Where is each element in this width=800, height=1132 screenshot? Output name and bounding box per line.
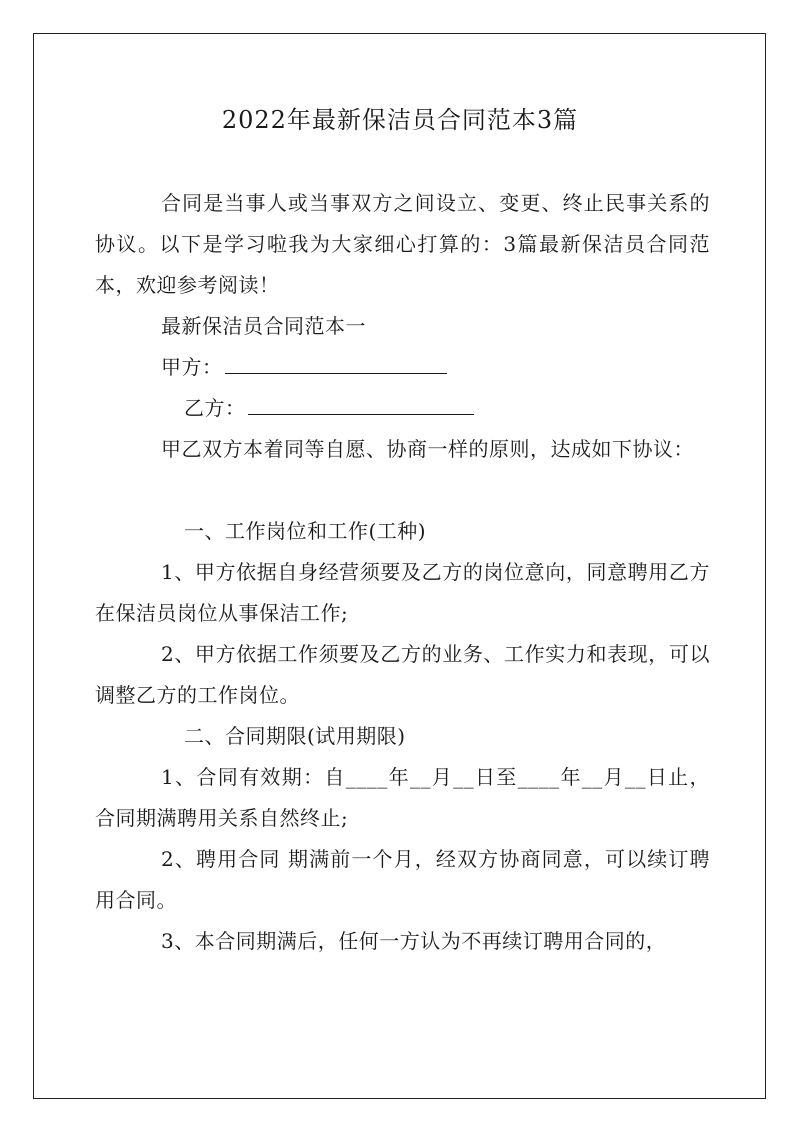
- party-b-blank: [248, 396, 474, 415]
- party-b-label: 乙方：: [184, 396, 246, 420]
- party-a-label: 甲方：: [161, 355, 223, 379]
- party-a-blank: [225, 355, 447, 374]
- clause1-heading: 一、工作岗位和工作(工种): [184, 519, 427, 543]
- document-title: 2022年最新保洁员合同范本3篇: [221, 106, 579, 134]
- clause2-item2: 2、聘用合同 期满前一个月，经双方协商同意，可以续订聘用合同。: [95, 847, 710, 912]
- clause1-item1: 1、甲方依据自身经营须要及乙方的岗位意向，同意聘用乙方在保洁员岗位从事保洁工作;: [95, 560, 710, 625]
- clause1-item2: 2、甲方依据工作须要及乙方的业务、工作实力和表现，可以调整乙方的工作岗位。: [95, 642, 710, 707]
- clause2-item3: 3、本合同期满后，任何一方认为不再续订聘用合同的，: [161, 929, 667, 953]
- section-heading: 最新保洁员合同范本一: [161, 314, 366, 338]
- party-a-line: [161, 347, 447, 388]
- intro-paragraph: 合同是当事人或当事双方之间设立、变更、终止民事关系的协议。以下是学习啦我为大家细心打算的：3篇最新保洁员合同范本，欢迎参考阅读！: [95, 191, 710, 297]
- clause2-heading: 二、合同期限(试用期限): [184, 724, 406, 748]
- clause2-item1: 1、合同有效期：自____年__月__日至____年__月__日止，合同期满聘用关系自然终止;: [95, 765, 710, 830]
- party-b-line: [184, 388, 474, 429]
- preamble-paragraph: 甲乙双方本着同等自愿、协商一样的原则，达成如下协议：: [161, 437, 694, 461]
